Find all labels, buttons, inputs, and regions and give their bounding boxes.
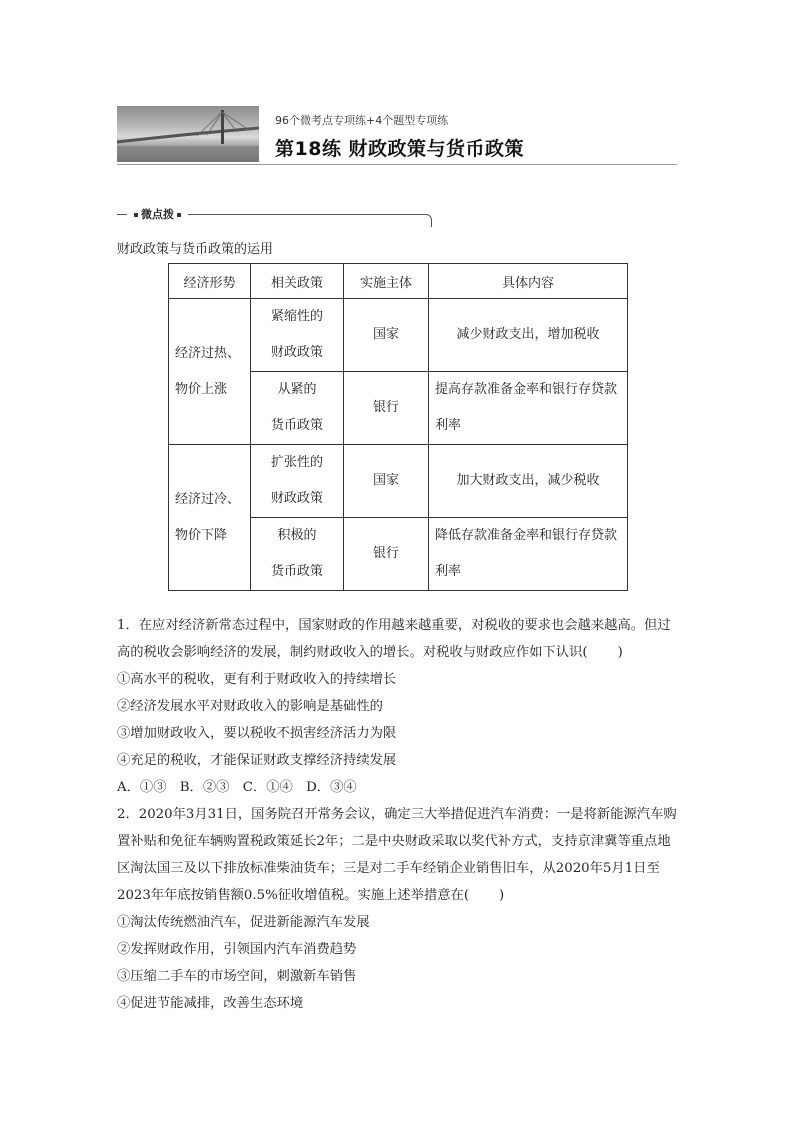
actor-cell: 银行 — [344, 372, 429, 445]
table-header: 经济形势 — [169, 264, 251, 299]
policy-cell — [251, 518, 344, 591]
policy-text: 财政政策 — [270, 491, 323, 506]
page-title: 第18练 财政政策与货币政策 — [275, 138, 525, 160]
table-row — [169, 445, 628, 518]
policy-text: 货币政策 — [270, 418, 323, 433]
questions-section — [117, 612, 682, 1017]
square-bullet-icon — [177, 213, 181, 217]
question-option: ①高水平的税收，更有利于财政收入的持续增长 — [117, 672, 397, 687]
policy-cell — [251, 372, 344, 445]
situation-text: 物价上涨 — [175, 381, 228, 397]
table-header: 具体内容 — [429, 264, 628, 299]
header-divider — [117, 164, 677, 165]
content-cell: 提高存款准备金率和银行存贷款利率 — [429, 372, 628, 445]
question-option: ③压缩二手车的市场空间，刺激新车销售 — [117, 969, 357, 984]
content-cell: 降低存款准备金率和银行存贷款利率 — [429, 518, 628, 591]
question-stem — [117, 612, 682, 666]
question-stem-end: ) — [617, 645, 623, 660]
question-option: ③增加财政收入，要以税收不损害经济活力为限 — [117, 726, 397, 741]
page-header — [117, 106, 677, 166]
question-option: ①淘汰传统燃油汽车，促进新能源汽车发展 — [117, 915, 370, 930]
situation-text: 经济过冷、 — [175, 491, 241, 507]
content-cell: 减少财政支出，增加税收 — [429, 299, 628, 372]
actor-cell: 国家 — [344, 299, 429, 372]
situation-cell — [169, 445, 251, 591]
table-header-row — [169, 264, 628, 299]
actor-cell: 国家 — [344, 445, 429, 518]
question-stem-text: 1．在应对经济新常态过程中，国家财政的作用越来越重要，对税收的要求也会越来越高。但过高的税收会影响经济的发展，制约财政收入的增长。对税收与财政应作如下认识( — [117, 618, 671, 660]
question-option: ④充足的税收，才能保证财政支撑经济持续发展 — [117, 753, 397, 768]
question-stem-text: 2．2020年3月31日，国务院召开常务会议，确定三大举措促进汽车消费：一是将新能源汽车购置补贴和免征车辆购置税政策延长2年；二是中央财政采取以奖代补方式，支持京津冀等重点地区淘汰国三及以下排放标准柴油货车；三是对二手车经销企业销售旧车，从2020年5月1日至2023年年底按销售额0.5%征收增值税。实施上述举措意在( — [117, 807, 677, 903]
table-header: 相关政策 — [251, 264, 344, 299]
tip-label — [127, 206, 188, 222]
situation-cell — [169, 299, 251, 445]
policy-cell — [251, 299, 344, 372]
series-label: 96个微考点专项练+4个题型专项练 — [275, 114, 449, 127]
table-header: 实施主体 — [344, 264, 429, 299]
policy-text: 紧缩性的 — [270, 309, 323, 324]
question-option: ②发挥财政作用，引领国内汽车消费趋势 — [117, 942, 357, 957]
question-option: ②经济发展水平对财政收入的影响是基础性的 — [117, 699, 383, 714]
policy-table — [168, 263, 628, 591]
square-bullet-icon — [134, 213, 138, 217]
situation-text: 物价下降 — [175, 527, 228, 543]
bridge-photo — [117, 106, 259, 162]
question-stem-end: ) — [499, 888, 505, 903]
tip-label-text: 微点拨 — [141, 208, 174, 221]
policy-text: 扩张性的 — [270, 455, 323, 470]
policy-text: 积极的 — [277, 528, 317, 543]
section-title: 财政政策与货币政策的运用 — [117, 242, 274, 257]
content-cell: 加大财政支出，减少税收 — [429, 445, 628, 518]
policy-text: 货币政策 — [270, 564, 323, 579]
policy-cell — [251, 445, 344, 518]
policy-text: 财政政策 — [270, 345, 323, 360]
question-stem — [117, 801, 682, 909]
policy-text: 从紧的 — [277, 382, 317, 397]
situation-text: 经济过热、 — [175, 345, 241, 361]
answer-choices: A．①③ B．②③ C．①④ D．③④ — [117, 780, 357, 795]
table-row — [169, 299, 628, 372]
actor-cell: 银行 — [344, 518, 429, 591]
tip-box — [117, 206, 435, 228]
question-option: ④促进节能减排，改善生态环境 — [117, 996, 304, 1011]
